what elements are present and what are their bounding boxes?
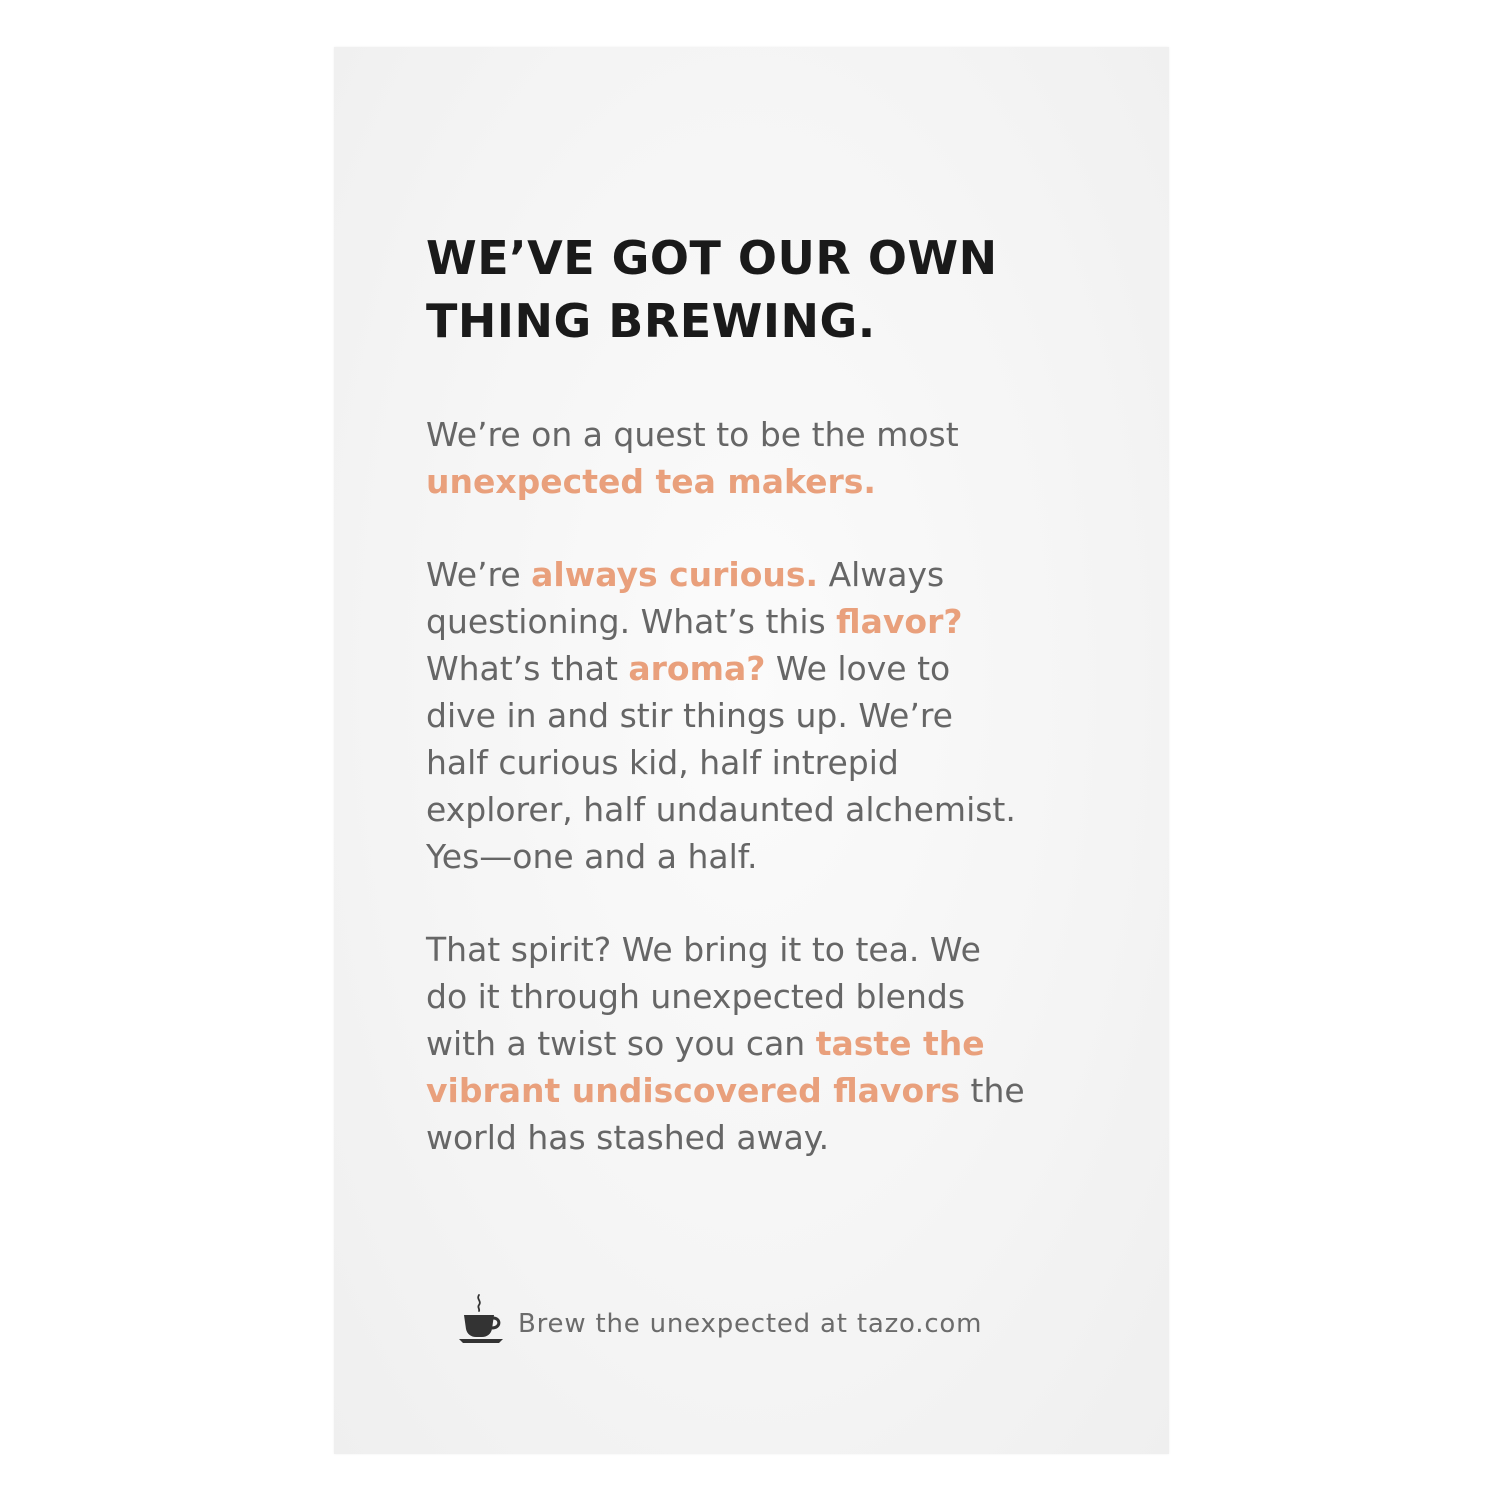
panel-content bbox=[426, 227, 1126, 1161]
paragraph-text: the world has stashed away. bbox=[426, 1071, 1025, 1157]
paragraph-text: We’re bbox=[426, 555, 532, 594]
teacup-icon bbox=[458, 1293, 504, 1345]
paragraph-spirit bbox=[426, 926, 1126, 1161]
footer bbox=[458, 1295, 982, 1345]
highlight-text: unexpected tea makers. bbox=[426, 462, 876, 501]
paragraph-text: Always questioning. What’s this bbox=[426, 555, 945, 641]
paragraph-curious bbox=[426, 551, 1126, 880]
highlight-text: taste the vibrant undiscovered flavors bbox=[426, 1024, 985, 1110]
highlight-text: flavor? bbox=[836, 602, 963, 641]
paragraph-text: We’re on a quest to be the most bbox=[426, 415, 959, 454]
tea-box-panel bbox=[334, 47, 1169, 1454]
paragraph-text: We love to dive in and stir things up. We’re half curious kid, half intrepid explorer, half undaunted alchemist. Yes—one and a half. bbox=[426, 649, 1016, 876]
paragraph-text: What’s that bbox=[426, 649, 618, 688]
headline: WE’VE GOT OUR OWN THING BREWING. bbox=[426, 231, 998, 348]
paragraph-text: That spirit? We bring it to tea. We do it through unexpected blends with a twist so you can bbox=[426, 930, 981, 1063]
highlight-text: aroma? bbox=[628, 649, 766, 688]
footer-website-text: Brew the unexpected at tazo.com bbox=[518, 1309, 983, 1339]
paragraph-quest bbox=[426, 411, 1126, 505]
highlight-text: always curious. bbox=[531, 555, 819, 594]
